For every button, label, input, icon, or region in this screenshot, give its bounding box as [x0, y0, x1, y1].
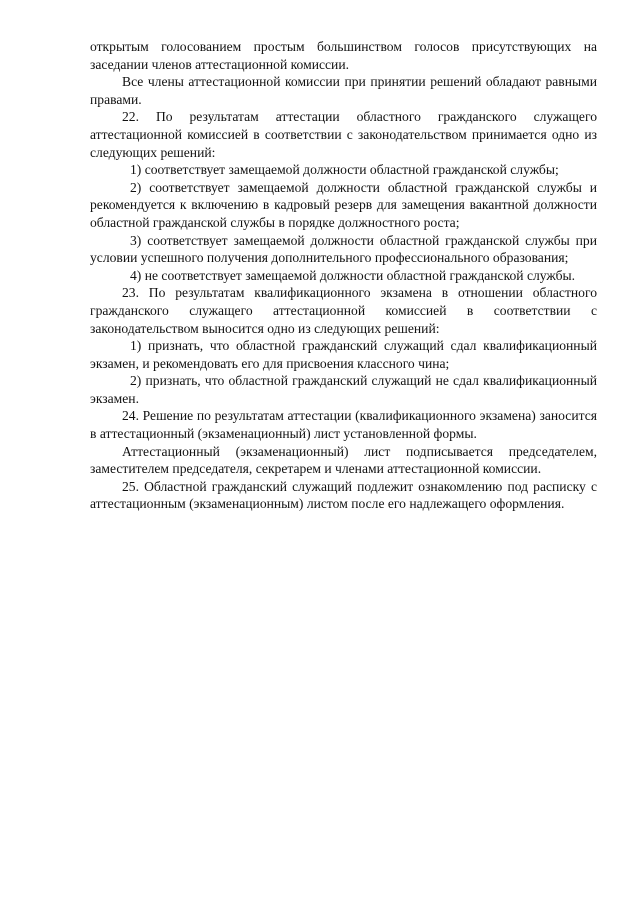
- list-item-22-1: 1) соответствует замещаемой должности областной гражданской службы;: [130, 162, 559, 178]
- document-page: [90, 38, 597, 513]
- paragraph-voting-continuation: открытым голосованием простым большинством голосов присутствующих на заседании членов аттестационной комиссии.: [90, 39, 597, 72]
- list-item-22-3: 3) соответствует замещаемой должности областной гражданской службы при условии успешного получения дополнительного профессионального образования;: [90, 232, 597, 266]
- paragraph-23-exam-results: 23. По результатам квалификационного экзамена в отношении областного гражданского служащего аттестационной комиссией в соответствии с законодательством выносится одно из следующих решений:: [90, 285, 597, 336]
- list-item-23-1: 1) признать, что областной гражданский служащий сдал квалификационный экзамен, и рекомендовать его для присвоения классного чина;: [90, 338, 597, 371]
- paragraph-equal-rights: Все члены аттестационной комиссии при принятии решений обладают равными правами.: [90, 74, 597, 107]
- paragraph-25-acknowledgement: 25. Областной гражданский служащий подлежит ознакомлению под расписку с аттестационным (экзаменационным) листом после его надлежащего оформления.: [90, 478, 597, 512]
- paragraph-22-attestation-results: 22. По результатам аттестации областного гражданского служащего аттестационной комиссией в соответствии с законодательством принимается одно из следующих решений:: [90, 109, 597, 160]
- paragraph-sheet-signing: Аттестационный (экзаменационный) лист подписывается председателем, заместителем председателя, секретарем и членами аттестационной комиссии.: [90, 443, 597, 477]
- list-item-22-4: 4) не соответствует замещаемой должности областной гражданской службы.: [130, 267, 576, 283]
- paragraph-24-decision-record: 24. Решение по результатам аттестации (квалификационного экзамена) заносится в аттестационный (экзаменационный) лист установленной формы.: [90, 408, 597, 442]
- list-item-23-2: 2) признать, что областной гражданский служащий не сдал квалификационный экзамен.: [90, 373, 597, 406]
- list-item-22-2: 2) соответствует замещаемой должности областной гражданской службы и рекомендуется к включению в кадровый резерв для замещения вакантной должности областной гражданской службы в порядке должностного роста;: [90, 179, 597, 230]
